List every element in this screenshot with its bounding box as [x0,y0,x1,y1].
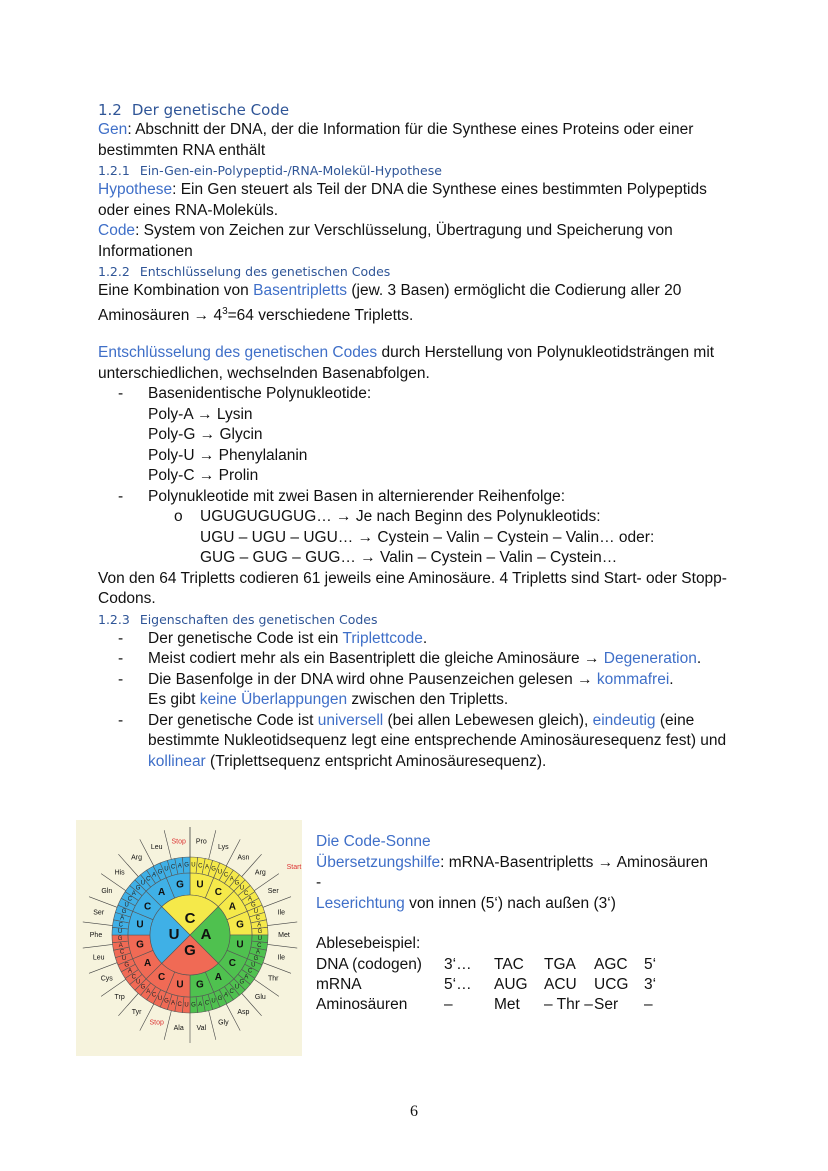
code-sun-label: A [229,876,234,883]
code-sun-description: Die Code-Sonne Übersetzungshilfe: mRNA-Basentripletts → Aminosäuren - Leserichtung von innen (5‘) nach außen (3‘) Ablesebeispiel: DNA (codogen) 3‘… TAC TGA AGC 5‘ mRNA 5‘… AUG ACU UCG 3‘ Aminosäuren – Met – Thr – Ser – [316,832,736,1015]
code-sun-label: A [177,863,182,870]
code-sun-label: Lys [218,843,229,851]
list-item: - Der genetische Code ist universell (bei allen Lebewesen gleich), eindeutig (eine bestimmte Nukleotidsequenz legt eine entsprechende Aminosäuresequenz fest) und kollinear (Triplettsequenz entspricht Aminosäuresequenz). [118,711,738,773]
code-sun-divider [263,897,291,908]
code-sun-diagram [76,820,302,1056]
code-sun-label: C [158,972,166,984]
code-sun-label: G [211,866,216,873]
ablesebeispiel-table: DNA (codogen) 3‘… TAC TGA AGC 5‘ mRNA 5‘… AUG ACU UCG 3‘ Aminosäuren – Met – Thr – Ser – [316,955,657,1013]
code-sun-label: U [236,939,244,951]
code-sun-label: C [198,863,203,870]
code-sun-label: G [164,998,169,1005]
code-sun-label: U [124,902,129,909]
code-sun-label: C [119,949,125,956]
kombination-paragraph: Eine Kombination von Basentripletts (jew. 3 Basen) ermöglicht die Codierung aller 20 Aminosäuren → $4^3=64$ verschiedene Tripletts. [98,282,682,324]
code-sun-label: A [223,992,228,999]
code-sun-label: A [152,872,157,879]
code-sun-divider [83,922,113,926]
section-heading-1-2-1: 1.2.1 Ein-Gen-ein-Polypeptid-/RNA-Molekül-Hypothese [98,163,442,178]
code-sun-label: U [157,995,163,1002]
code-sun-label: C [214,887,222,899]
code-sun-label: U [239,885,245,892]
code-sun-label: U [164,866,169,873]
code-sun-label: C [118,922,123,929]
code-sun-label: G [191,1002,196,1009]
code-sun-label: U [217,869,223,876]
list-item: - Meist codiert mehr als ein Basentriplett die gleiche Aminosäure → Degeneration. [118,649,738,670]
code-sun-label: U [168,925,180,943]
sub-list-item: o UGUGUGUGUG… → Je nach Beginn des Polynukleotids: UGU – UGU – UGU… → Cystein – Valin – Cystein – Valin… oder: GUG – GUG – GUG… → Valin – Cystein – Valin – Cystein… [174,508,655,567]
code-sun-label: C [228,957,237,969]
code-sun-label: G [236,919,244,931]
code-sun-label: U [191,862,196,869]
code-sun-label: C [257,942,262,949]
code-sun-label: Val [196,1025,207,1033]
code-sun-label: A [146,988,151,995]
code-sun-label: C [244,890,249,897]
code-sun-label: Ile [277,909,285,917]
code-sun-divider [164,830,171,859]
code-sun-label: G [184,941,196,959]
code-sun-label: U [184,1002,189,1009]
code-sun-label: A [131,890,136,897]
code-sun-label: Arg [254,869,266,877]
code-sun-label: C [131,974,136,981]
code-sun-label: G [124,962,130,969]
entschluesselung-list [118,384,738,569]
code-sun-label: A [127,968,132,975]
uebersetzungshilfe: Übersetzungshilfe: mRNA-Basentripletts → Aminosäuren [316,853,708,871]
code-sun-label: C [255,915,261,922]
code-sun-divider [89,897,117,908]
code-sun-divider [209,830,216,859]
code-sun-label: Ile [277,954,285,962]
gen-definition: Gen: Abschnitt der DNA, der die Information für die Synthese eines Proteins oder einer bestimmten RNA enthält [98,121,694,159]
code-sun-label: C [127,896,133,903]
code-sun-label: G [117,936,123,943]
code-sun-divider [164,1011,171,1040]
code-sun-label: G [250,902,256,909]
code-sun-label: Met [278,931,290,939]
code-sun-label: G [196,979,204,991]
code-sun-label: U [135,979,141,986]
code-sun-label: A [228,901,237,913]
code-sun-label: U [196,879,204,891]
code-sun-label: Ser [93,909,105,917]
code-sun-label: A [158,887,166,899]
code-sun-label: A [214,972,222,984]
code-sun-divider [83,944,113,948]
code-sun-label: Stop [171,838,186,846]
code-sun-label: A [257,922,262,929]
code-sun-label: G [257,929,263,936]
code-sun-label: U [253,908,259,915]
code-sun-label: A [248,896,253,903]
list-item: - Basenidentische Polynukleotide: Poly-A → Lysin Poly-G → Glycin Poly-U → Phenylalanin Poly-C → Prolin [118,384,738,487]
code-sun-label: Trp [114,994,125,1002]
list-item: - Polynukleotide mit zwei Basen in alternierender Reihenfolge: o UGUGUGUGUG… → Je nach Beginn des Polynukleotids: UGU – UGU – UGU… → Cystein – Valin – Cystein – Valin… oder: GUG – GUG – GUG… → Valin – Cystein – Valin – Cystein… [118,487,738,569]
code-sun-label: C [143,901,152,913]
code-sun-figure [76,820,302,1056]
ablesebeispiel-label: Ablesebeispiel: [316,935,421,952]
code-sun-label: U [234,984,240,991]
code-sun-label: Cys [100,975,113,983]
code-sun-divider [209,1011,216,1040]
code-sun-label: U [117,929,123,936]
eigenschaften-list [118,629,738,773]
code-sun-label: Start [286,863,302,871]
code-sun-label: A [118,942,123,949]
code-sun-divider [267,922,297,926]
code-sun-label: Tyr [131,1009,142,1017]
code-sun-label: C [151,992,157,999]
code-sun-label: G [136,939,144,951]
page-number: 6 [410,1103,418,1120]
code-sun-label: U [136,919,144,931]
document-body [98,98,738,772]
leserichtung: Leserichtung von innen (5‘) nach außen (3‘) [316,894,616,912]
code-sun-title: Die Code-Sonne [316,833,431,850]
code-sun-divider [267,944,297,948]
code-sun-label: A [205,864,210,871]
code-sun-label: His [114,869,125,877]
code-definition: Code: System von Zeichen zur Verschlüsselung, Übertragung und Speicherung von Informationen [98,222,673,260]
code-sun-label: G [176,879,184,891]
list-item: - Die Basenfolge in der DNA wird ohne Pausenzeichen gelesen → kommafrei. Es gibt keine Überlappungen zwischen den Tripletts. [118,670,738,711]
code-sun-label: G [184,862,189,869]
hypothese-paragraph: Hypothese: Ein Gen steuert als Teil der DNA die Synthese eines bestimmten Polypeptids oder eines RNA-Moleküls. [98,181,707,219]
code-sun-label: Phe [89,931,103,939]
code-sun-label: A [170,1000,175,1007]
code-sun-label: Leu [92,954,105,962]
tripletts-summary: Von den 64 Tripletts codieren 61 jeweils eine Aminosäure. 4 Tripletts sind Start- oder Stopp-Codons. [98,569,727,608]
code-sun-label: Arg [131,854,143,862]
code-sun-label: Leu [150,843,163,851]
section-heading-1-2-2: 1.2.2 Entschlüsselung des genetischen Codes [98,264,391,279]
code-sun-label: Gly [218,1019,229,1027]
code-sun-label: U [140,880,146,887]
code-sun-label: C [184,909,196,927]
code-sun-label: Ser [267,888,279,896]
code-sun-label: C [204,1000,210,1007]
code-sun-divider [89,963,117,974]
code-sun-label: C [223,872,229,879]
section-heading-1-2: 1.2 Der genetische Code [98,101,290,119]
code-sun-label: Ala [173,1025,184,1033]
code-sun-label: C [229,988,234,995]
code-sun-label: G [239,979,245,986]
code-sun-label: A [200,925,212,943]
code-sun-label: C [170,864,176,871]
code-sun-label: Stop [149,1019,164,1027]
code-sun-label: U [251,962,256,969]
code-sun-label: Asn [237,854,250,862]
code-sun-label: U [176,979,184,991]
section-heading-1-2-3: 1.2.3 Eigenschaften des genetischen Codes [98,611,378,627]
code-sun-label: C [177,1001,182,1008]
code-sun-label: Asp [237,1009,250,1017]
code-sun-label: U [211,998,216,1005]
code-sun-label: G [157,869,163,876]
code-sun-label: A [143,957,152,969]
code-sun-label: A [244,974,249,981]
code-sun-label: Gln [101,888,113,896]
code-sun-label: A [120,915,125,922]
code-sun-label: Pro [195,838,207,846]
code-sun-label: G [135,885,141,892]
code-sun-label: G [121,908,127,915]
code-sun-label: A [255,949,260,956]
code-sun-label: G [217,995,223,1002]
code-sun-label: U [121,956,127,963]
code-sun-label: C [247,968,253,975]
code-sun-label: U [257,936,263,943]
code-sun-label: G [253,956,259,963]
code-sun-label: G [140,984,146,991]
list-item: - Der genetische Code ist ein Triplettcode. [118,629,738,650]
code-sun-divider [263,963,291,974]
code-sun-label: G [234,880,240,887]
code-sun-label: Thr [267,975,279,983]
code-sun-label: C [146,876,151,883]
code-sun-label: A [198,1001,203,1008]
entschluesselung-paragraph: Entschlüsselung des genetischen Codes durch Herstellung von Polynukleotidsträngen mit unterschiedlichen, wechselnden Basenabfolgen. [98,344,715,382]
code-sun-label: Glu [254,994,266,1002]
